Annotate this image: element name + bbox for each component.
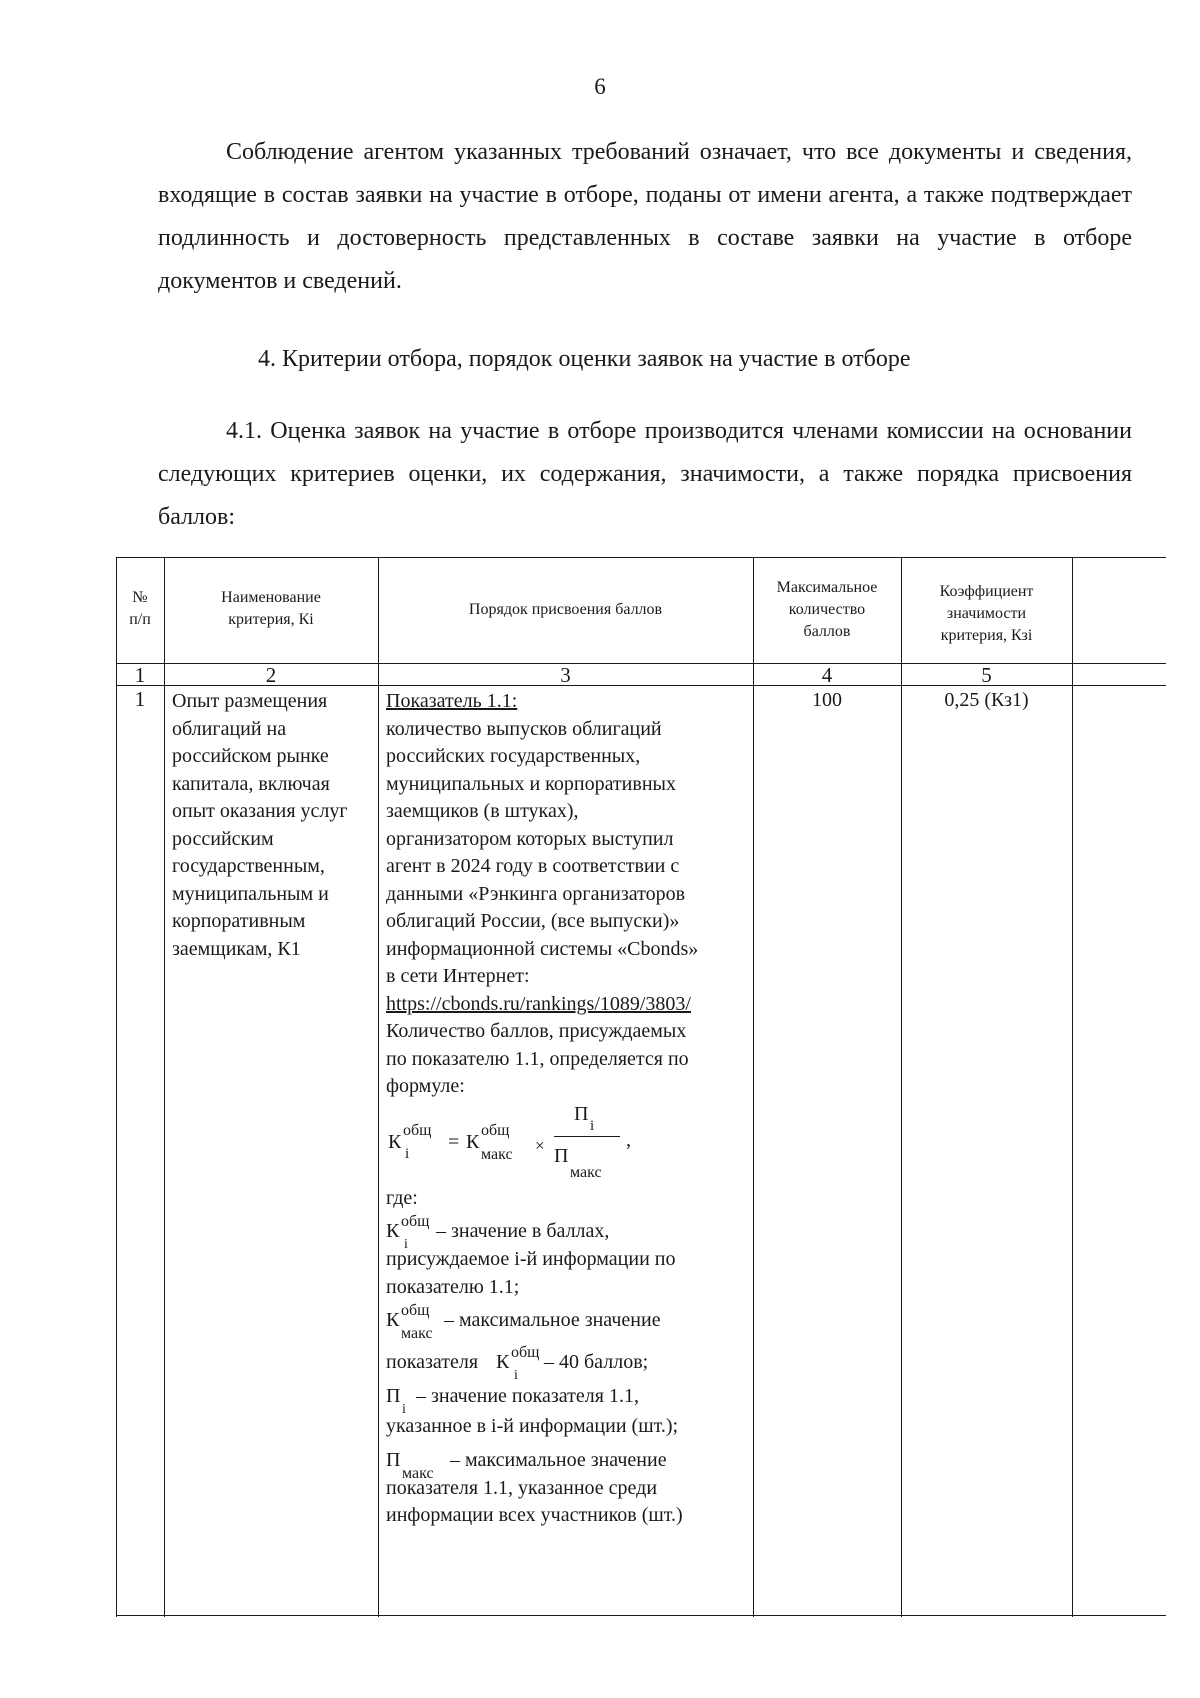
score-formula: К общ i = К общ макс × П i П макс , [388,1102,631,1181]
header-max-points: Максимальное количество баллов [776,579,878,640]
intro-paragraph: Соблюдение агентом указанных требований означает, что все документы и сведения, входящие в состав заявки на участие в отборе, поданы от имени агента, а также подтверждает подлинность и достоверность представленных в составе заявки на участие в отборе документов и сведений. [158,139,1132,294]
criterion-name: Опыт размещения облигаций на российском рынке капитала, включая опыт оказания услуг российским государственным, муниципальным и корпоративным заемщикам, К1 [172,690,348,960]
row-number: 1 [134,687,146,711]
cbonds-link[interactable]: https://cbonds.ru/rankings/1089/3803/ [386,992,691,1015]
criteria-table [116,557,1166,1617]
coefficient-value: 0,25 (Кз1) [944,689,1029,711]
definition-k-i: К общ i – значение в баллах, [386,1213,610,1252]
definition-k-max-value: показателя К общ i – 40 баллов; [386,1344,649,1383]
max-points-value: 100 [812,689,842,711]
header-coefficient: Коэффициент значимости критерия, Кзi [939,583,1034,644]
definition-p-i: П i – значение показателя 1.1, [386,1385,639,1417]
scoring-procedure: Показатель 1.1: количество выпусков облигаций российских государственных, муниципальных и корпоративных заемщиков (в штуках), организатором которых выступил агент в 2024 году в соответствии с данными «Рэнкинга организаторов облигаций России, (все выпуски)» информационной системы «Cbonds» в сети Интернет: https://cbonds.ru/rankings/1089/3803/ Количество баллов, присуждаемых по показателю 1.1, определяется по формуле: К общ i = К общ макс × П i П макс , где: К общ i – значение в баллах, присуждаемое i-й информации по показателю 1.1; К общ макс – максимальное значение показателя К общ i – 40 баллов; П i – значение показателя 1.1, указанное в i-й информации (шт.); П макс – максимальное значение показателя 1.1, указанное среди информации всех участников (шт.) [386,688,748,1530]
column-number: 1 [134,663,146,687]
column-number: 5 [981,663,992,687]
definition-k-max: К общ макс – максимальное значение [386,1302,661,1342]
column-number: 3 [560,663,571,687]
indicator-label: Показатель 1.1: [386,690,518,712]
column-number: 4 [821,663,833,687]
header-num: № п/п [129,589,151,628]
column-number: 2 [265,663,277,687]
definition-p-max: П макс – максимальное значение [386,1448,667,1482]
header-order: Порядок присвоения баллов [468,601,663,618]
page-number: 6 [594,74,606,99]
header-criterion-name: Наименование критерия, Кi [221,589,321,628]
clause-paragraph: 4.1. Оценка заявок на участие в отборе производится членами комиссии на основании следующих критериев оценки, их содержания, значимости, а также порядка присвоения баллов: [158,418,1132,530]
section-heading: 4. Критерии отбора, порядок оценки заявок на участие в отборе [258,346,911,372]
